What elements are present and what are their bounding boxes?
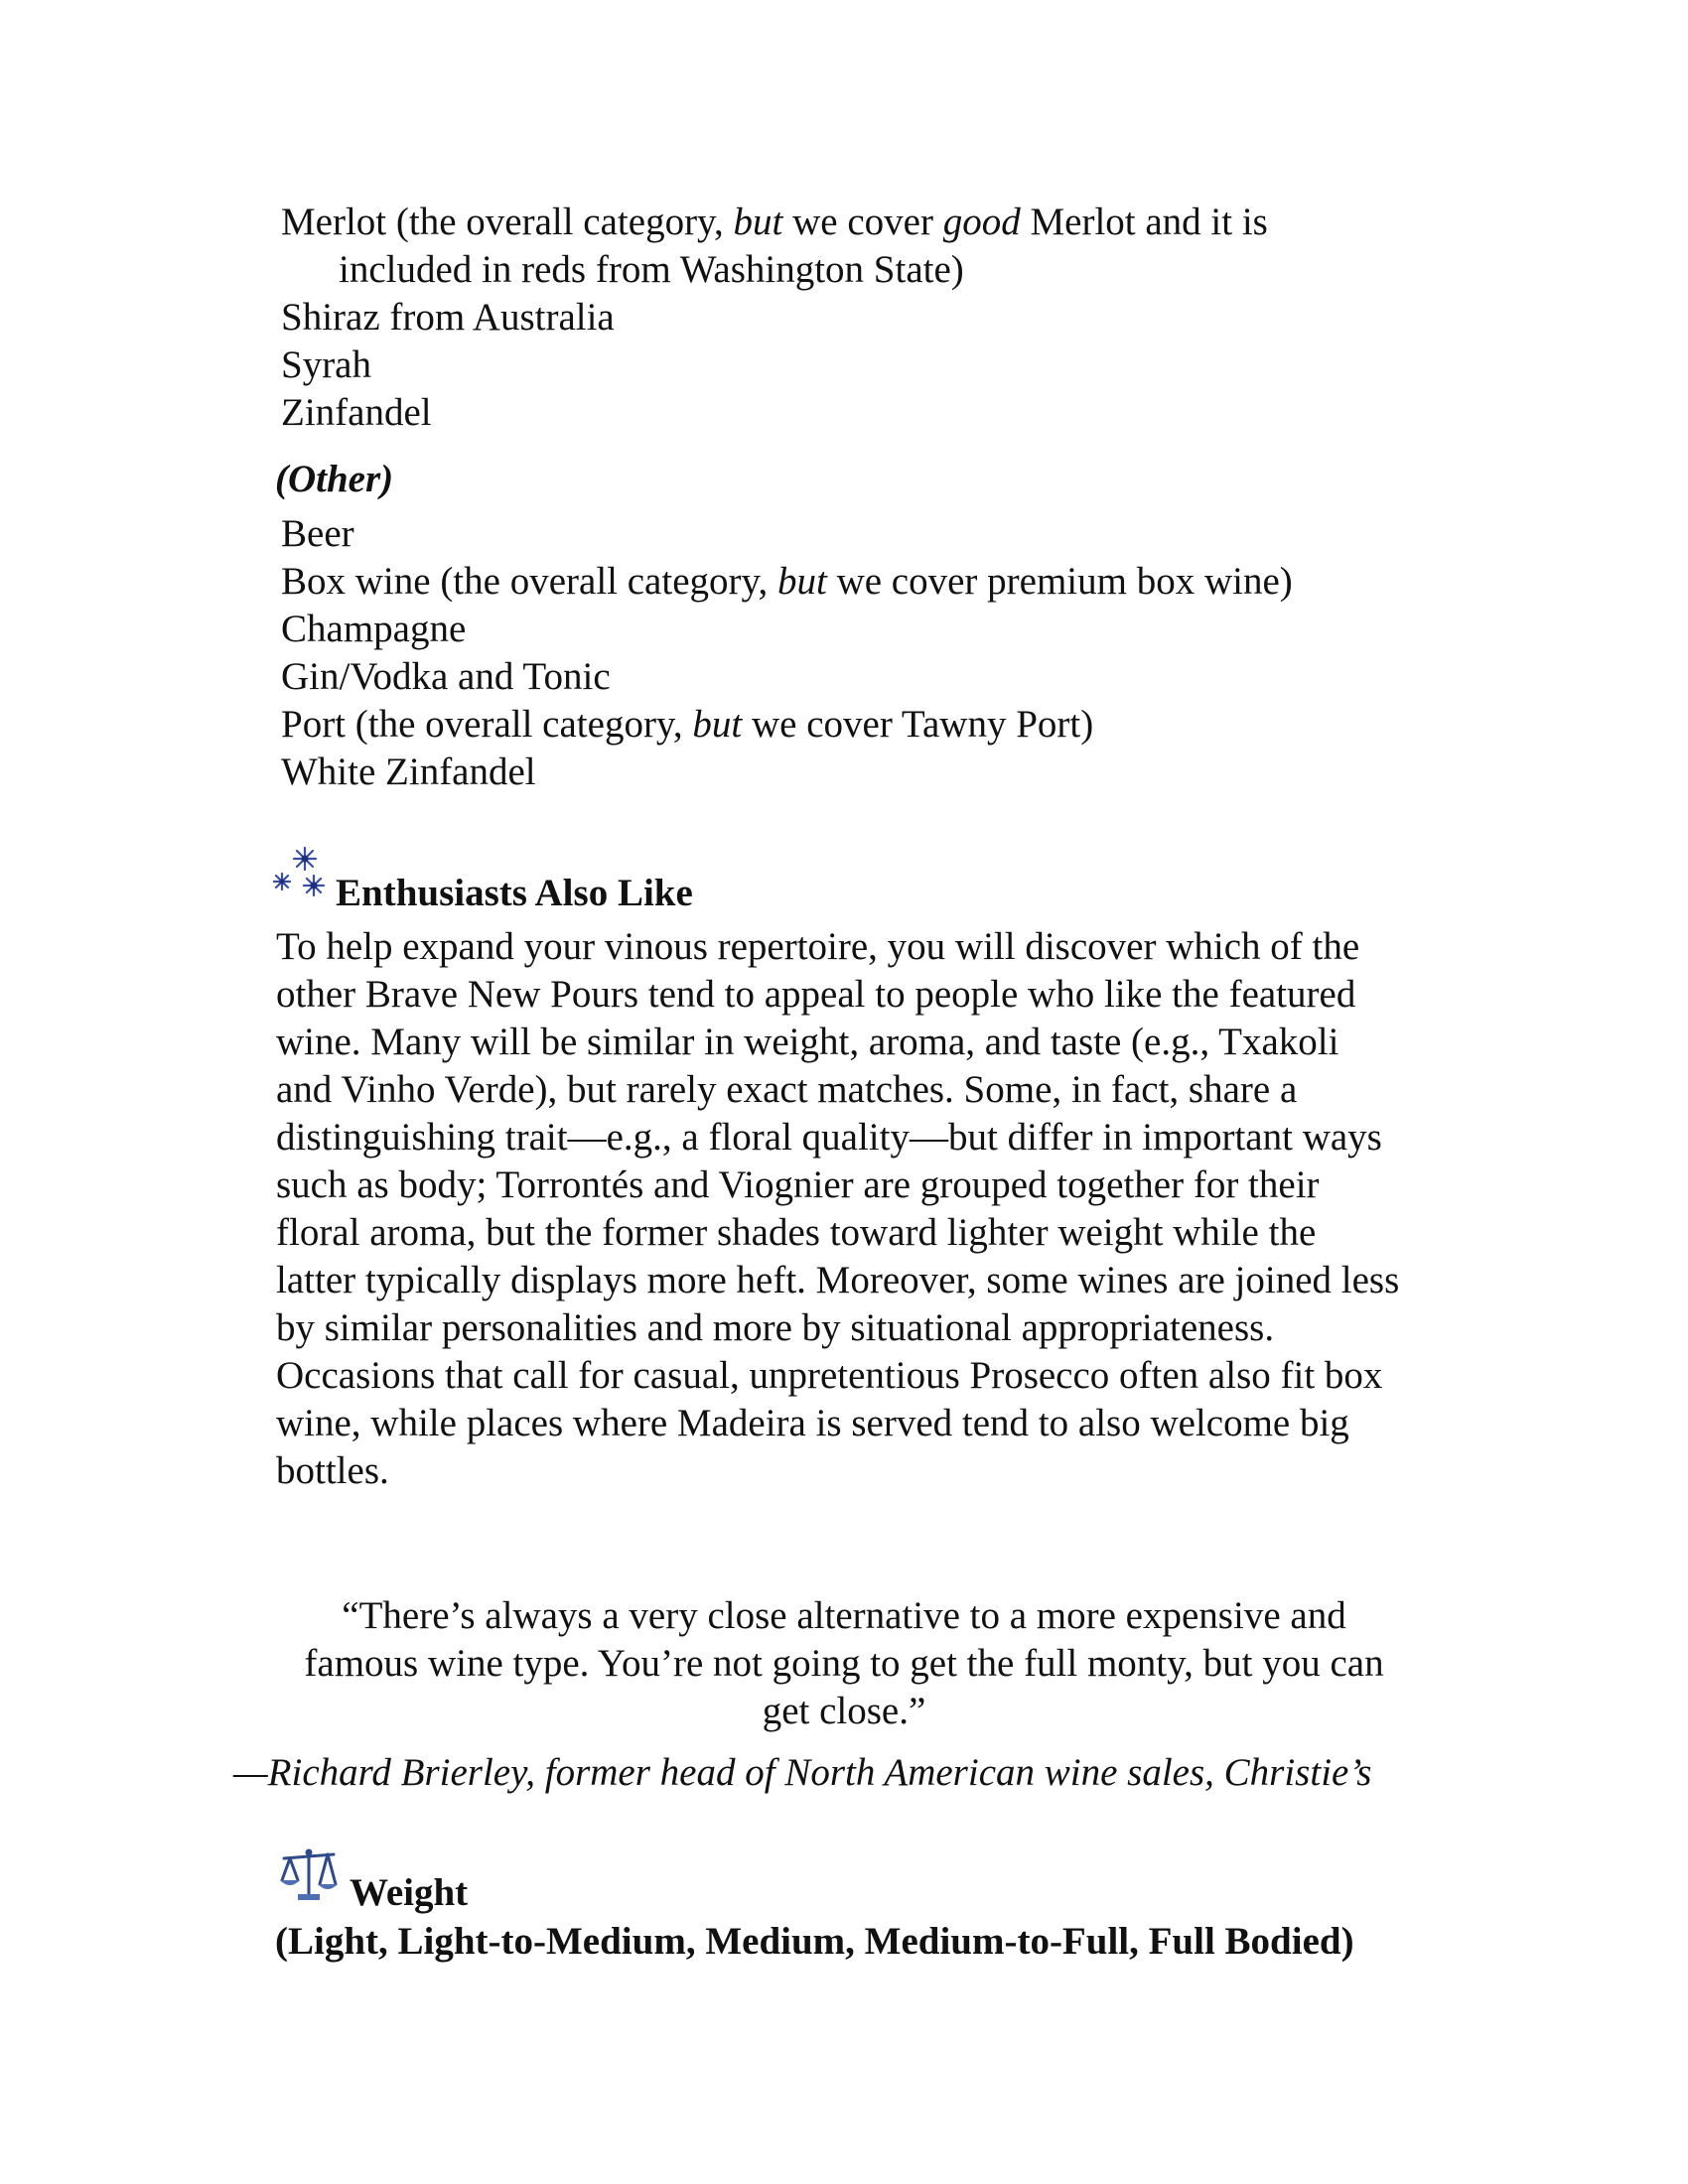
paragraph-line: wine, while places where Madeira is served tend to also welcome big (276, 1402, 1349, 1444)
paragraph-line: wine. Many will be similar in weight, aroma, and taste (e.g., Txakoli (276, 1021, 1339, 1063)
list-item-beer: Beer (281, 512, 354, 555)
paragraph-line: floral aroma, but the former shades toward lighter weight while the (276, 1211, 1317, 1254)
weight-subheading: (Light, Light-to-Medium, Medium, Medium-to-Full, Full Bodied) (275, 1920, 1354, 1963)
paragraph-line: and Vinho Verde), but rarely exact matches. Some, in fact, share a (276, 1068, 1298, 1111)
paragraph-line: such as body; Torrontés and Viognier are grouped together for their (276, 1163, 1320, 1206)
paragraph-line: latter typically displays more heft. Moreover, some wines are joined less (276, 1259, 1400, 1301)
paragraph-line: Occasions that call for casual, unpretentious Prosecco often also fit box (276, 1354, 1383, 1397)
enthusiasts-heading: Enthusiasts Also Like (336, 872, 693, 914)
quote-line: “There’s always a very close alternative to a more expensive and (342, 1594, 1346, 1637)
list-item-shiraz: Shiraz from Australia (281, 296, 615, 339)
quote-line: get close.” (762, 1690, 926, 1732)
sparkle-icon (272, 844, 328, 901)
list-item-syrah: Syrah (281, 343, 371, 386)
list-item-zinfandel: Zinfandel (281, 391, 432, 434)
paragraph-line: To help expand your vinous repertoire, you will discover which of the (276, 925, 1360, 968)
weight-heading: Weight (350, 1871, 469, 1914)
list-item-white-zinfandel: White Zinfandel (281, 751, 536, 793)
paragraph-line: bottles. (276, 1449, 389, 1492)
quote-attribution: —Richard Brierley, former head of North American wine sales, Christie’s (233, 1751, 1372, 1794)
list-item-merlot-continued: included in reds from Washington State) (339, 248, 964, 291)
list-item-gin-vodka: Gin/Vodka and Tonic (281, 655, 611, 698)
list-item-box-wine: Box wine (the overall category, but we cover premium box wine) (281, 560, 1293, 603)
list-item-port: Port (the overall category, but we cover Tawny Port) (281, 703, 1094, 746)
paragraph-line: distinguishing trait—e.g., a floral quality—but differ in important ways (276, 1116, 1382, 1159)
quote-line: famous wine type. You’re not going to get the full monty, but you can (304, 1642, 1384, 1685)
paragraph-line: by similar personalities and more by situational appropriateness. (276, 1306, 1275, 1349)
other-heading: (Other) (275, 458, 394, 500)
paragraph-line: other Brave New Pours tend to appeal to people who like the featured (276, 973, 1356, 1016)
scale-icon (276, 1844, 342, 1904)
list-item-champagne: Champagne (281, 608, 467, 650)
list-item-merlot: Merlot (the overall category, but we cover good Merlot and it is (281, 201, 1268, 243)
